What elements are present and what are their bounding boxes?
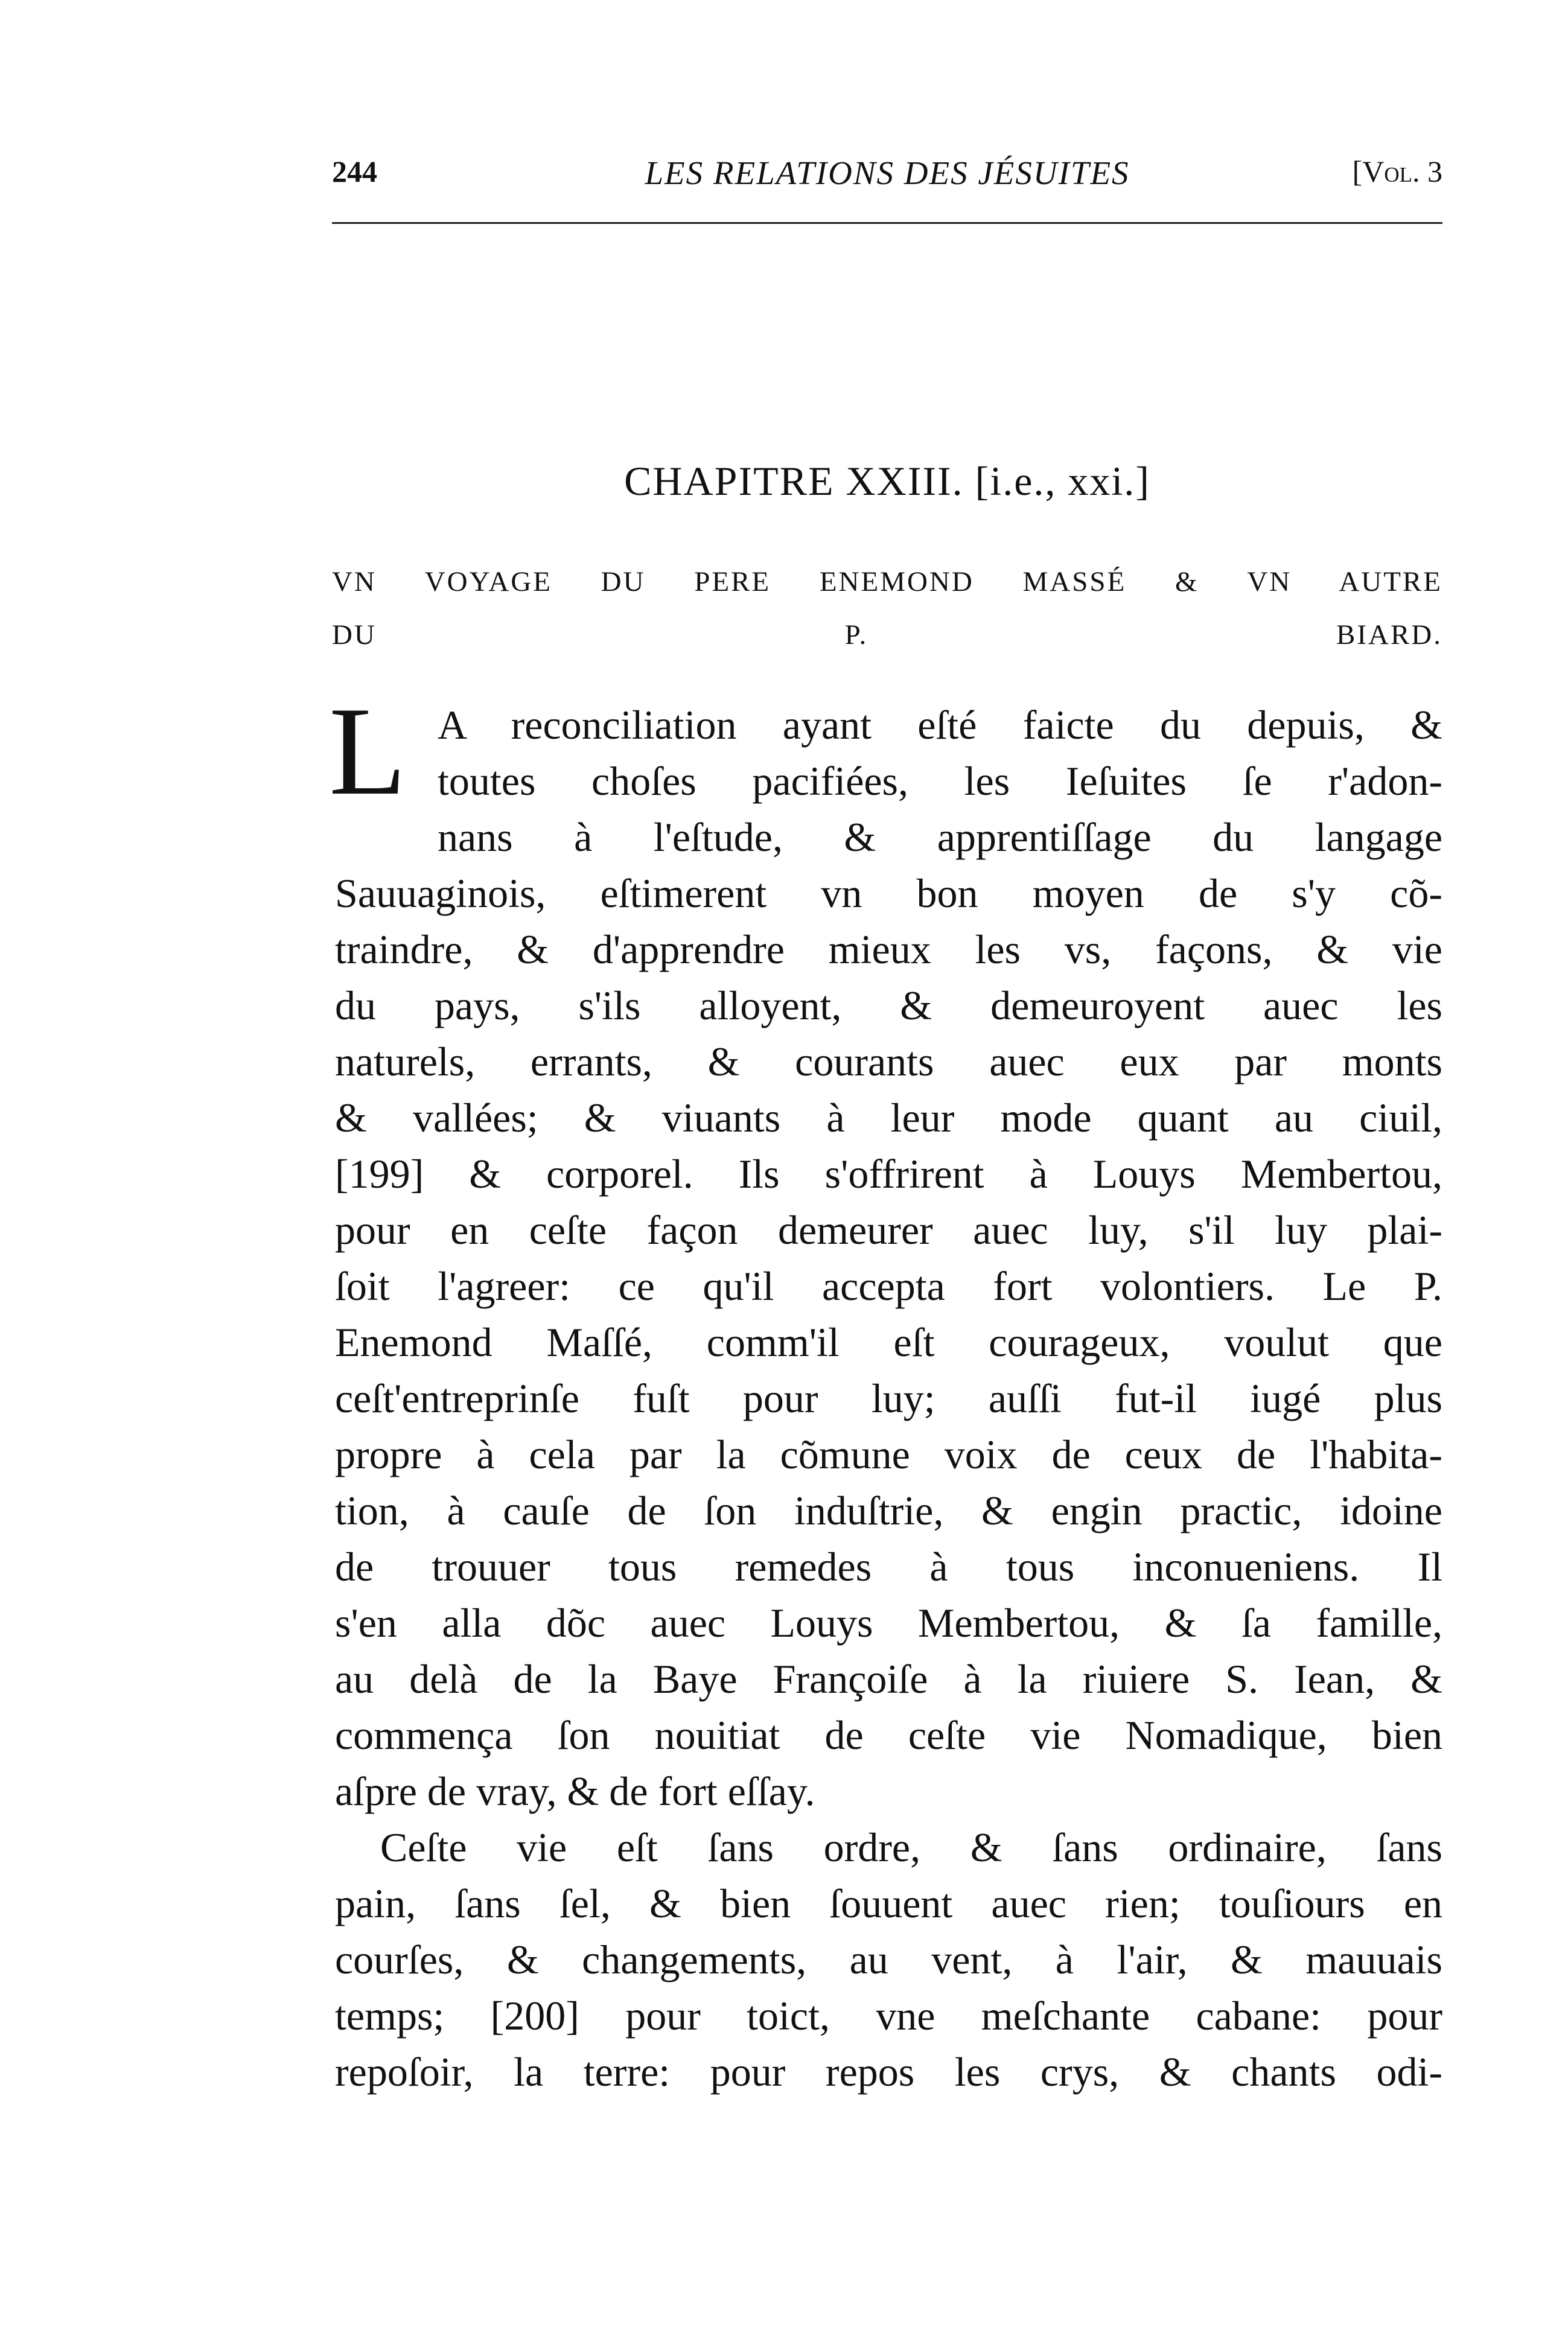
text-line: courſes, & changements, au vent, à l'air, & mauuais <box>335 1937 1442 1982</box>
page-number: 244 <box>332 154 377 188</box>
text-line: Enemond Maſſé, comm'il eſt courageux, voulut que <box>335 1319 1442 1365</box>
chapter-subtitle-line: VN VOYAGE DU PERE ENEMOND MASSÉ & VN AUTRE <box>332 566 1442 597</box>
text-line: au delà de la Baye Françoiſe à la riuiere S. Iean, & <box>335 1656 1442 1702</box>
text-line: aſpre de vray, & de fort eſſay. <box>335 1768 815 1814</box>
text-line: repoſoir, la terre: pour repos les crys, & chants odi- <box>335 2049 1442 2095</box>
header-rule <box>332 222 1442 224</box>
text-line: propre à cela par la cõmune voix de ceux de l'habita- <box>335 1431 1442 1477</box>
text-line: s'en alla dõc auec Louys Membertou, & ſa famille, <box>335 1600 1442 1646</box>
text-line: naturels, errants, & courants auec eux par monts <box>335 1039 1442 1084</box>
text-line: ſoit l'agreer: ce qu'il accepta fort volontiers. Le P. <box>335 1263 1442 1309</box>
text-line: & vallées; & viuants à leur mode quant au ciuil, <box>335 1095 1442 1141</box>
chapter-subtitle <box>332 555 1442 661</box>
text-line: de trouuer tous remedes à tous inconueniens. Il <box>335 1544 1442 1590</box>
volume-mark: [Vol. 3 <box>1352 154 1442 188</box>
drop-cap: L <box>329 681 407 821</box>
text-line: pain, ſans ſel, & bien ſouuent auec rien; touſiours en <box>335 1880 1442 1926</box>
chapter-title: CHAPITRE XXIII. [i.e., xxi.] <box>624 458 1150 504</box>
text-line: pour en ceſte façon demeurer auec luy, s'il luy plai- <box>335 1207 1442 1253</box>
body-text <box>329 681 1442 2100</box>
text-line: ceſt'entreprinſe fuſt pour luy; auſſi fut-il iugé plus <box>335 1375 1442 1421</box>
text-line: nans à l'eſtude, & apprentiſſage du langage <box>438 814 1442 860</box>
text-line: Ceſte vie eſt ſans ordre, & ſans ordinaire, ſans <box>380 1824 1442 1870</box>
text-line: toutes choſes pacifiées, les Ieſuites ſe r'adon- <box>438 758 1442 804</box>
text-line: du pays, s'ils alloyent, & demeuroyent auec les <box>335 982 1442 1028</box>
paragraph-2 <box>335 1820 1442 2100</box>
text-line: traindre, & d'apprendre mieux les vs, façons, & vie <box>335 926 1442 972</box>
running-head <box>332 154 1442 208</box>
text-line: commença ſon nouitiat de ceſte vie Nomadique, bien <box>335 1712 1442 1758</box>
running-title: LES RELATIONS DES JÉSUITES <box>645 154 1130 191</box>
text-line: tion, à cauſe de ſon induſtrie, & engin practic, idoine <box>335 1488 1442 1533</box>
text-line: Sauuaginois, eſtimerent vn bon moyen de s'y cõ- <box>335 870 1442 916</box>
text-line: A reconciliation ayant eſté faicte du depuis, & <box>438 702 1442 748</box>
text-line: temps; [200] pour toict, vne meſchante cabane: pour <box>335 1993 1442 2039</box>
paragraph-1 <box>335 697 1442 1820</box>
text-line: [199] & corporel. Ils s'offrirent à Louys Membertou, <box>335 1151 1442 1197</box>
chapter-subtitle-line: DU P. BIARD. <box>332 619 1442 651</box>
